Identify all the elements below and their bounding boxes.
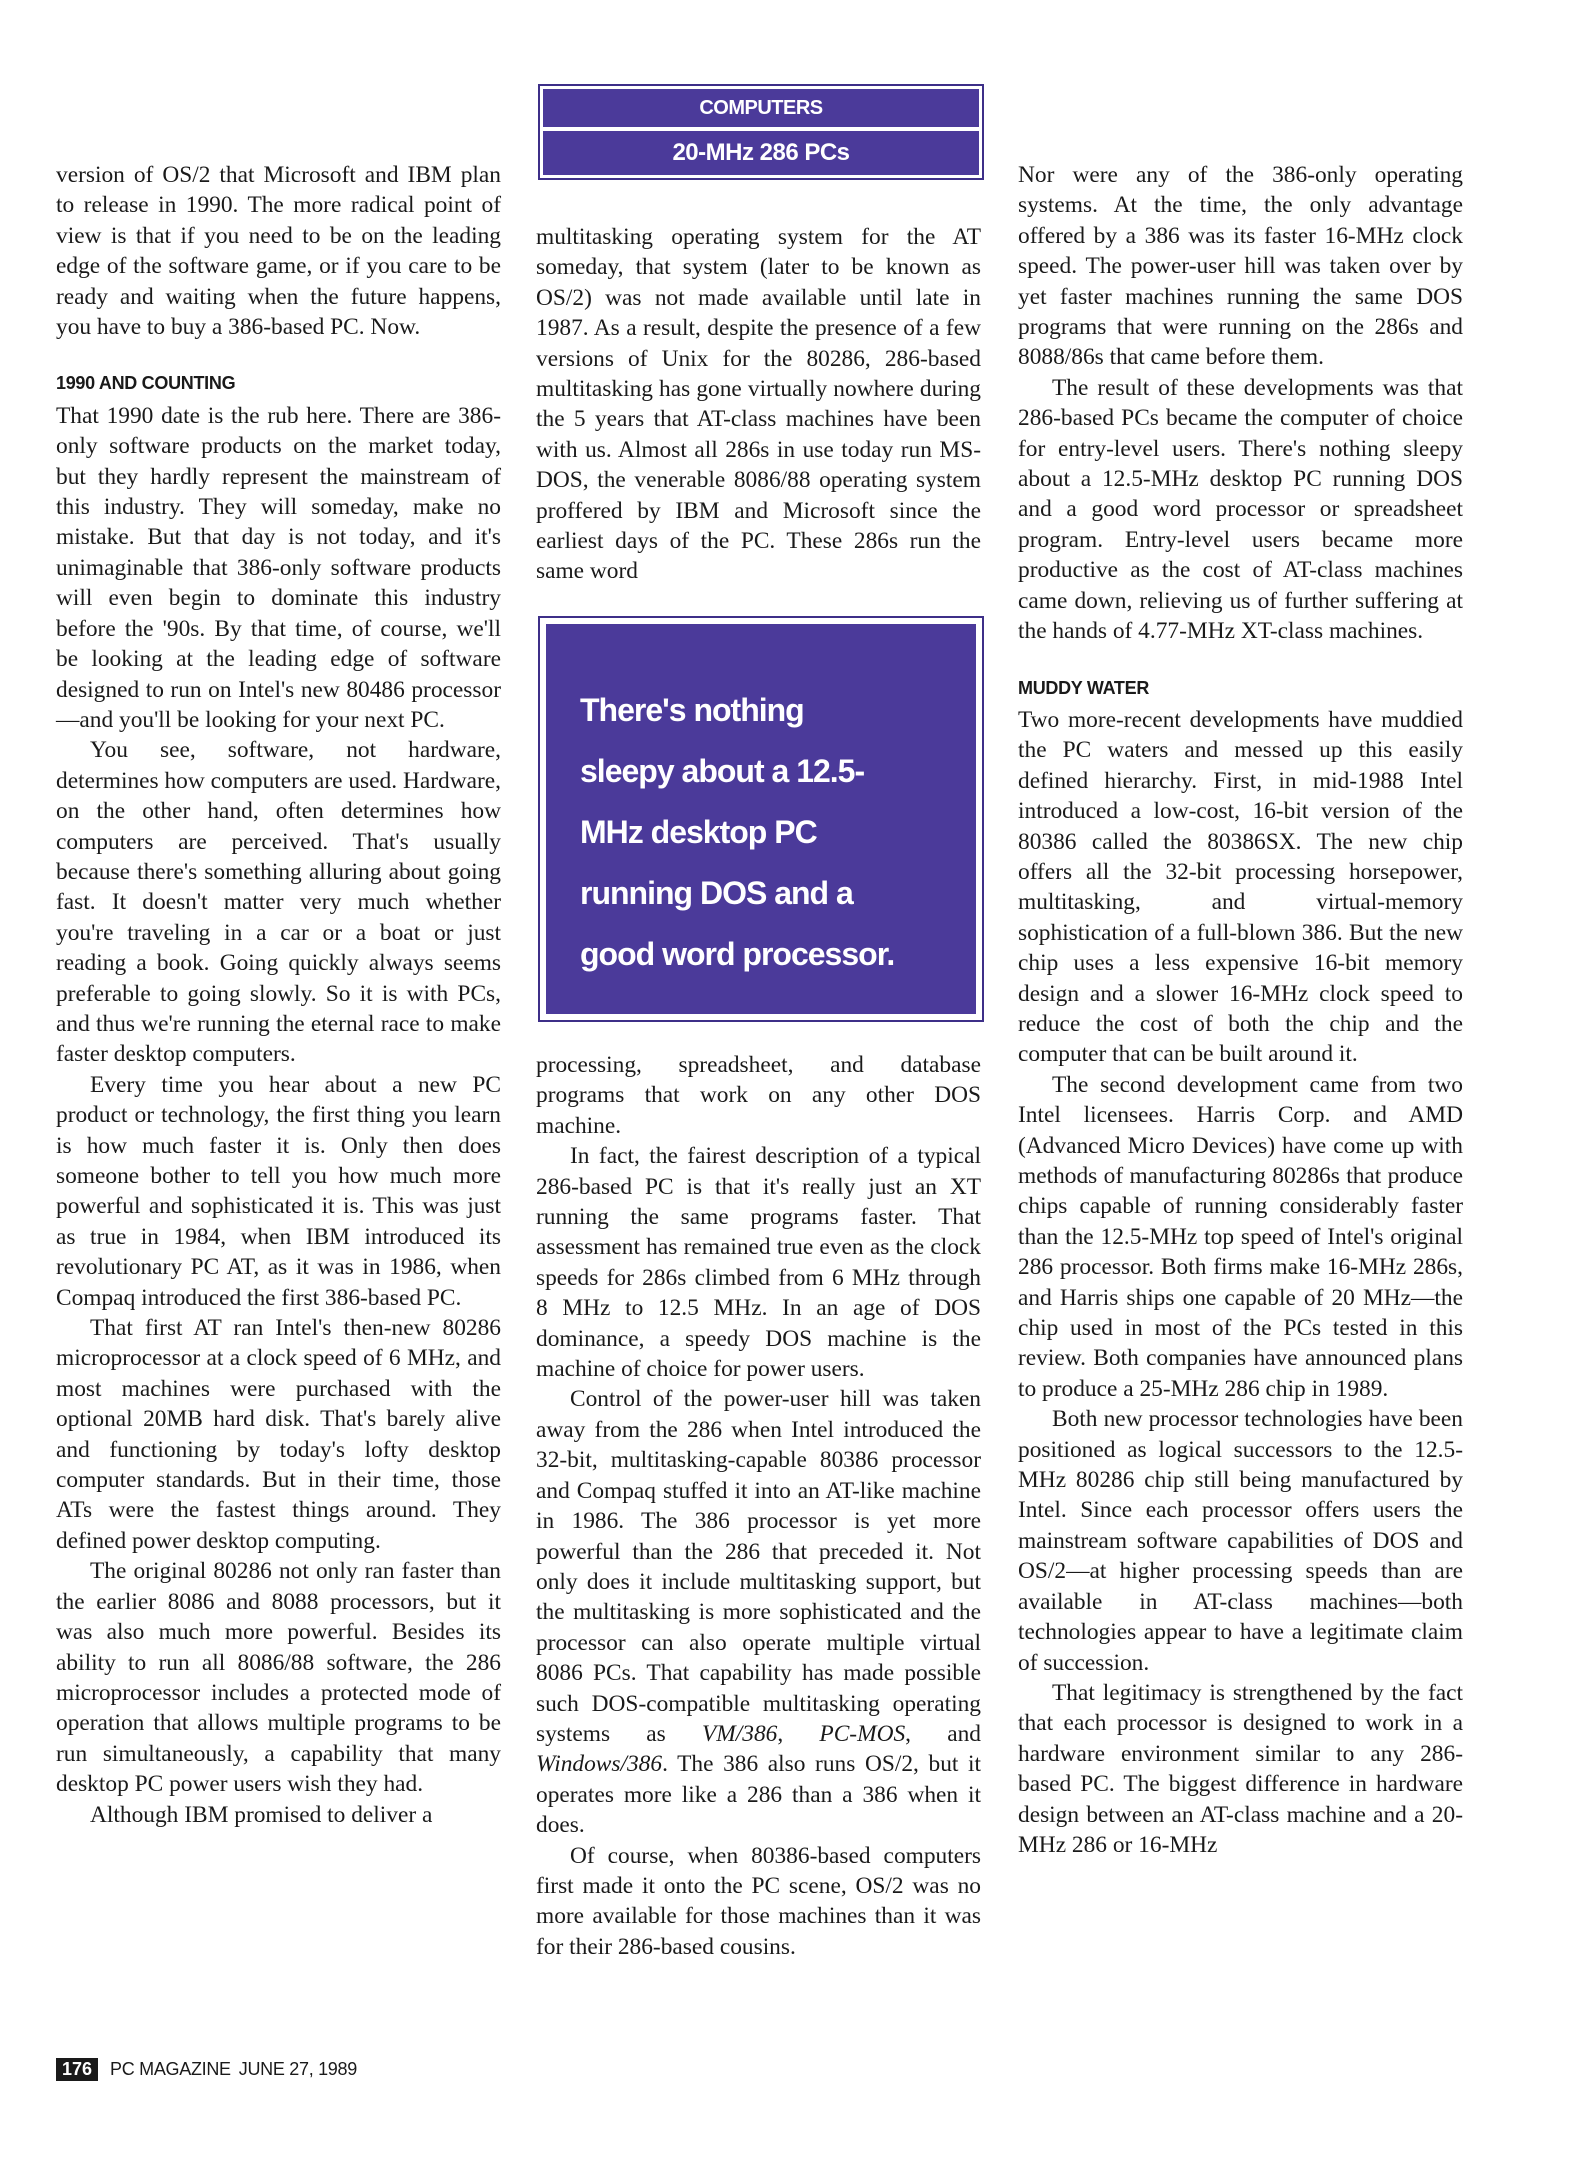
pull-quote-line: good word processor. bbox=[580, 936, 895, 972]
article-column-1 bbox=[56, 160, 501, 1830]
paragraph: The result of these developments was that 286-based PCs became the computer of choice for entry-level users. There's nothing sleepy about a 12.5-MHz desktop PC running DOS and a good word processor or spreadsheet program. Entry-level users became more productive as the cost of AT-class machines came down, relieving us of further suffering at the hands of 4.77-MHz XT-class machines. bbox=[1018, 374, 1463, 645]
pull-quote-line: There's nothing bbox=[580, 692, 804, 728]
section-title: 20-MHz 286 PCs bbox=[543, 131, 979, 175]
page-footer bbox=[56, 2058, 357, 2081]
paragraph: version of OS/2 that Microsoft and IBM plan to release in 1990. The more radical point of view is that if you need to be on the leading edge of the software game, or if you care to be ready and waiting when the future happens, you have to buy a 386-based PC. Now. bbox=[56, 162, 501, 341]
page-number: 176 bbox=[56, 2058, 98, 2081]
paragraph: That 1990 date is the rub here. There are 386-only software products on the market today, but they hardly represent the mainstream of this industry. They will someday, make no mistake. But that day is not today, and it's unimaginable that 386-only software products will even begin to dominate this industry before the '90s. By that time, of course, we'll be looking at the leading edge of software designed to run on Intel's new 80486 processor—and you'll be looking for your next PC. bbox=[56, 402, 501, 733]
subheading-1990-and-counting: 1990 AND COUNTING bbox=[56, 373, 236, 394]
paragraph bbox=[536, 1384, 981, 1840]
pull-quote-line: sleepy about a 12.5- bbox=[580, 753, 865, 789]
paragraph: Of course, when 80386-based computers first made it onto the PC scene, OS/2 was no more available for those machines than it was for their 286-based cousins. bbox=[536, 1842, 981, 1960]
paragraph: The second development came from two Intel licensees. Harris Corp. and AMD (Advanced Micro Devices) have come up with methods of manufacturing 80286s that produce chips capable of running considerably faster than the 12.5-MHz top speed of Intel's original 286 processor. Both firms make 16-MHz 286s, and Harris ships one capable of 20 MHz—the chip used in most of the PCs tested in this review. Both companies have announced plans to produce a 25-MHz 286 chip in 1989. bbox=[1018, 1071, 1463, 1402]
paragraph: Two more-recent developments have muddied the PC waters and messed up this easily defined hierarchy. First, in mid-1988 Intel introduced a low-cost, 16-bit version of the 80386 called the 80386SX. The new chip offers all the 32-bit processing horsepower, multitasking, and virtual-memory sophistication of a full-blown 386. But the new chip uses a less expensive 16-bit memory design and a slower 16-MHz clock speed to reduce the cost of both the chip and the computer that can be built around it. bbox=[1018, 706, 1463, 1068]
paragraph: You see, software, not hardware, determines how computers are used. Hardware, on the other hand, often determines how computers are perceived. That's usually because there's something alluring about going fast. It doesn't matter very much whether you're traveling in a car or a boat or just reading a book. Going quickly always seems preferable to going slowly. So it is with PCs, and thus we're running the eternal race to make faster desktop computers. bbox=[56, 737, 501, 1068]
paragraph: In fact, the fairest description of a typical 286-based PC is that it's really just an XT running the same programs faster. That assessment has remained true even as the clock speeds for 286s climbed from 6 MHz through 8 MHz to 12.5 MHz. In an age of DOS dominance, a speedy DOS machine is the machine of choice for power users. bbox=[536, 1143, 981, 1383]
subheading-muddy-water: MUDDY WATER bbox=[1018, 677, 1150, 698]
product-name: VM/386 bbox=[701, 1720, 778, 1747]
section-label: COMPUTERS bbox=[543, 89, 979, 127]
article-column-2-continued bbox=[536, 1050, 981, 1962]
paragraph-text: . The 386 also runs OS/2, but it operates more like a 286 than a 386 when it does. bbox=[536, 1751, 981, 1839]
pull-quote-line: MHz desktop PC bbox=[580, 814, 817, 850]
issue-date: JUNE 27, 1989 bbox=[238, 2059, 357, 2079]
pull-quote bbox=[538, 616, 984, 1022]
pull-quote-line: running DOS and a bbox=[580, 875, 853, 911]
paragraph-text: Control of the power-user hill was taken away from the 286 when Intel introduced the 32-bit, multitasking-capable 80386 processor and Compaq stuffed it into an AT-like machine in 1986. The 386 processor is yet more powerful than the 286 that preceded it. Not only does it include multitasking support, but the multitasking is more sophisticated and the processor can also operate multiple virtual 8086 PCs. That capability has made possible such DOS-compatible multitasking operating systems as bbox=[536, 1386, 981, 1747]
paragraph: Every time you hear about a new PC product or technology, the first thing you learn is how much faster it is. Only then does someone bother to tell you how much more powerful and sophisticated it is. This was just as true in 1984, when IBM introduced its revolutionary PC AT, as it was in 1986, when Compaq introduced the first 386-based PC. bbox=[56, 1071, 501, 1311]
paragraph: Both new processor technologies have been positioned as logical successors to the 12.5-MHz 80286 chip still being manufactured by Intel. Since each processor offers users the mainstream software capabilities of DOS and OS/2—at higher processing speeds than are available in AT-class machines—both technologies appear to have a legitimate claim of succession. bbox=[1018, 1406, 1463, 1676]
publication-name: PC MAGAZINE bbox=[110, 2059, 231, 2079]
paragraph: processing, spreadsheet, and database programs that work on any other DOS machine. bbox=[536, 1052, 981, 1139]
pull-quote-body bbox=[546, 624, 976, 1014]
product-name: PC-MOS bbox=[819, 1720, 906, 1747]
separator: , and bbox=[905, 1720, 981, 1747]
section-header bbox=[538, 84, 984, 180]
paragraph: multitasking operating system for the AT someday, that system (later to be known as OS/2) was not made available until late in 1987. As a result, despite the presence of a few versions of Unix for the 80286, 286-based multitasking has gone virtually nowhere during the 5 years that AT-class machines have been with us. Almost all 286s in use today run MS-DOS, the venerable 8086/88 operating system proffered by IBM and Microsoft since the earliest days of the PC. These 286s run the same word bbox=[536, 224, 981, 585]
paragraph: Nor were any of the 386-only operating systems. At the time, the only advantage offered by a 386 was its faster 16-MHz clock speed. The power-user hill was taken over by yet faster machines running the same DOS programs that were running on the 286s and 8088/86s that came before them. bbox=[1018, 162, 1463, 371]
article-column-3 bbox=[1018, 160, 1463, 1860]
article-column-2 bbox=[536, 222, 981, 587]
paragraph: The original 80286 not only ran faster than the earlier 8086 and 8088 processors, but it was also much more powerful. Besides its ability to run all 8086/88 software, the 286 microprocessor includes a protected mode of operation that allows multiple programs to be run simultaneously, a capability that many desktop PC power users wish they had. bbox=[56, 1558, 501, 1798]
product-name: Windows/386 bbox=[536, 1751, 663, 1778]
paragraph: Although IBM promised to deliver a bbox=[90, 1801, 433, 1828]
separator: , bbox=[777, 1720, 820, 1747]
paragraph: That legitimacy is strengthened by the fact that each processor is designed to work in a hardware environment similar to any 286-based PC. The biggest difference in hardware design between an AT-class machine and a 20-MHz 286 or 16-MHz bbox=[1018, 1679, 1463, 1858]
paragraph: That first AT ran Intel's then-new 80286 microprocessor at a clock speed of 6 MHz, and most machines were purchased with the optional 20MB hard disk. That's barely alive and functioning by today's lofty desktop computer standards. But in their time, those ATs were the fastest things around. They defined power desktop computing. bbox=[56, 1315, 501, 1554]
